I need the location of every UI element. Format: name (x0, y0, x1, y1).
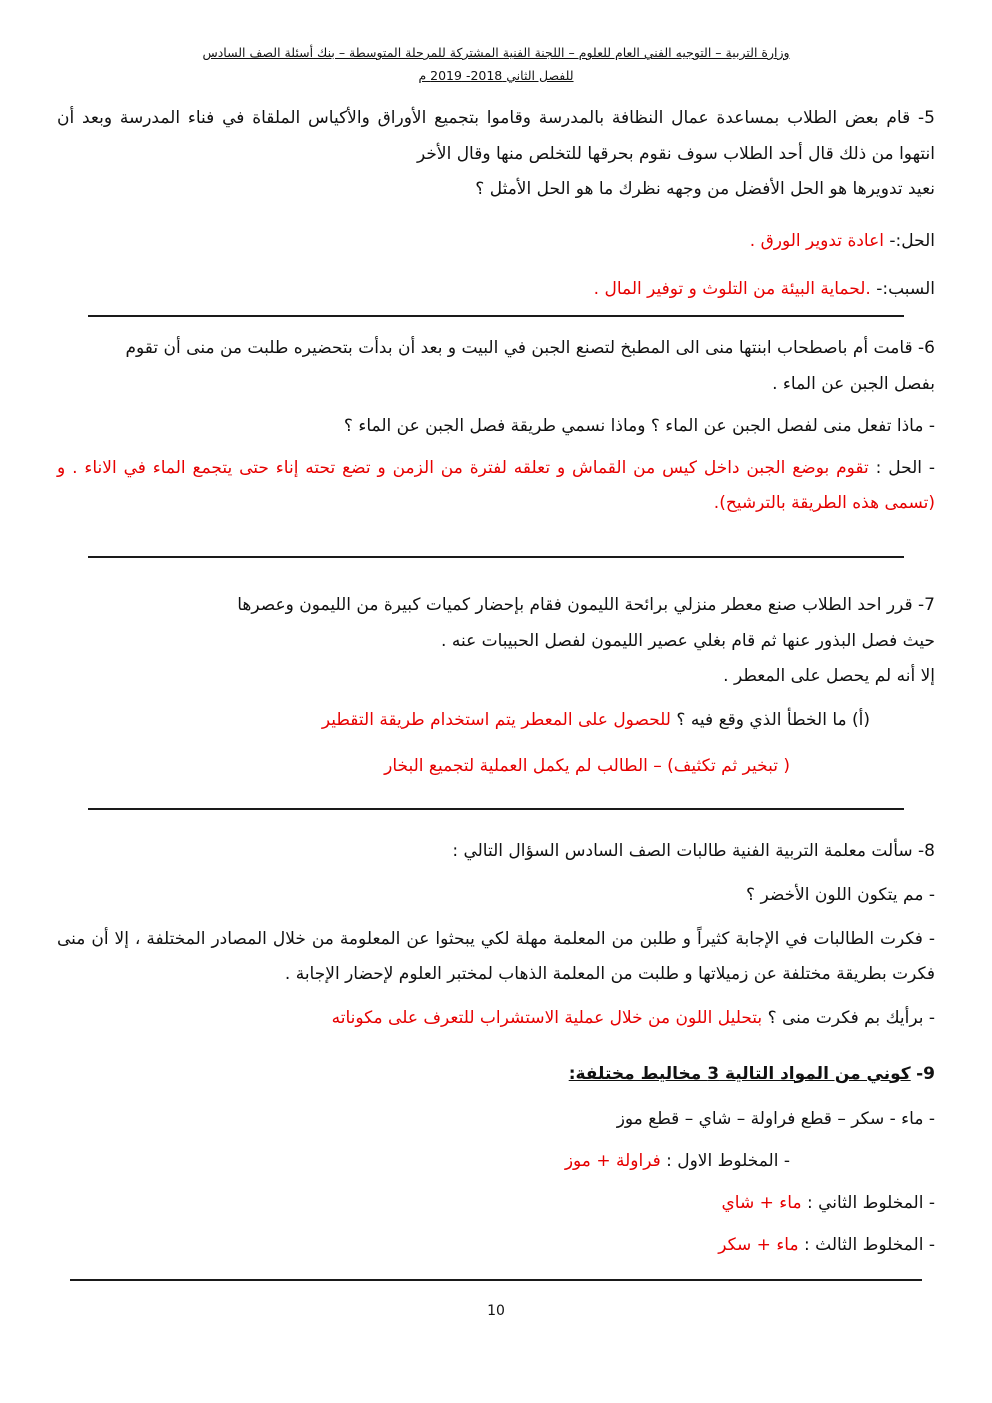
q7-question-label: (أ) ما الخطأ الذي وقع فيه ؟ (676, 709, 870, 730)
q6-solution-line (57, 451, 935, 522)
page-number: 10 (487, 1303, 505, 1320)
q9-title: كوني من المواد التالية 3 مخاليط مختلفة: (568, 1063, 911, 1084)
q7-body: 7- قرر احد الطلاب صنع معطر منزلي برائحة الليمون فقام بإحضار كميات كبيرة من الليمون وعصرها حيث فصل البذور عنها ثم قام بغلي عصير الليمون لفصل الحبيبات عنه . (237, 594, 935, 651)
separator-line (88, 808, 905, 810)
q5-reason-answer: .لحماية البيئة من التلوث و توفير المال . (593, 278, 871, 299)
q8-intro: 8- سألت معلمة التربية الفنية طالبات الصف السادس السؤال التالي : (452, 841, 935, 862)
q5-body-line2: نعيد تدويرها هو الحل الأفضل من وجهه نظرك ما هو الحل الأمثل ؟ (475, 179, 935, 200)
q7-body-line2: إلا أنه لم يحصل على المعطر . (723, 666, 935, 687)
q9-mix-3 (57, 1228, 935, 1264)
q9-mix-1-label: - المخلوط الاول : (666, 1151, 790, 1172)
q8-question-2-answer: بتحليل اللون من خلال عملية الاستشراب للتعرف على مكوناته (331, 1008, 763, 1029)
q9-materials: - ماء - سكر – قطع فراولة – شاي – قطع موز (616, 1109, 935, 1130)
question-5 (57, 101, 935, 307)
q9-mix-3-label: - المخلوط الثالث : (804, 1234, 935, 1255)
q6-question: - ماذا تفعل منى لفصل الجبن عن الماء ؟ وماذا نسمي طريقة فصل الجبن عن الماء ؟ (343, 415, 935, 436)
q9-mix-2-answer: ماء + شاي (721, 1192, 802, 1213)
q9-number: 9- (916, 1063, 935, 1084)
q8-body: - فكرت الطالبات في الإجابة كثيراً و طلبن من المعلمة مهلة لكي يبحثوا عن المعلومة من خلال المصادر المختلفة ، إلا أن منى فكرت بطريقة مختلفة عن زميلاتها و طلبت من المعلمة الذهاب لمختبر العلوم لإحضار الإجابة . (57, 928, 935, 985)
q6-body: 6- قامت أم باصطحاب ابنتها منى الى المطبخ لتصنع الجبن في البيت و بعد أن بدأت بتحضيره طلبت من منى أن تقوم (125, 338, 935, 359)
q5-solution-label: الحل:- (889, 231, 935, 252)
question-9 (57, 1057, 935, 1263)
question-8 (57, 834, 935, 1036)
q7-question-line (57, 703, 935, 739)
q9-mix-1 (57, 1144, 935, 1180)
q6-solution-label: - الحل : (875, 457, 936, 478)
document-header (57, 42, 935, 87)
q7-answer-method: للحصول على المعطر يتم استخدام طريقة التقطير (321, 709, 671, 730)
q5-body: 5- قام بعض الطلاب بمساعدة عمال النظافة بالمدرسة وقاموا بتجميع الأوراق والأكياس الملقاة في فناء المدرسة وبعد أن انتهوا من ذلك قال أحد الطلاب سوف نقوم بحرقها للتخلص منها وقال الأخر (57, 108, 935, 164)
q9-mix-2 (57, 1186, 935, 1222)
q9-title-line (57, 1057, 935, 1093)
q7-answer-detail: ( تبخير ثم تكثيف) – الطالب لم يكمل العملية لتجميع البخار (384, 755, 790, 776)
header-line-1: وزارة التربية – التوجيه الفني العام للعلوم – اللجنة الفنية المشتركة للمرحلة المتوسطة – بنك أسئلة الصف السادس (202, 45, 790, 60)
q6-solution-answer: تقوم بوضع الجبن داخل كيس من القماش و تعلقه لفترة من الزمن و تضع تحته إناء حتى يتجمع الماء في الاناء . و (تسمى هذه الطريقة بالترشيح). (57, 457, 935, 514)
q9-mix-3-answer: ماء + سكر (718, 1234, 799, 1255)
separator-line (70, 1279, 922, 1281)
q8-question-2-label: - برأيك بم فكرت منى ؟ (767, 1008, 935, 1029)
q5-reason-label: السبب:- (876, 278, 935, 299)
q5-solution-line (57, 224, 935, 260)
q9-mix-1-answer: فراولة + موز (564, 1151, 661, 1172)
q9-mix-2-label: - المخلوط الثاني : (806, 1192, 935, 1213)
separator-line (88, 556, 905, 558)
question-6 (57, 331, 935, 521)
q8-question-1: - مم يتكون اللون الأخضر ؟ (746, 885, 935, 905)
q8-question-2-line (57, 1001, 935, 1037)
q5-reason-line (57, 272, 935, 308)
q6-body-line2: بفصل الجبن عن الماء . (772, 374, 935, 395)
question-7 (57, 588, 935, 784)
separator-line (88, 315, 905, 317)
header-line-2: للفصل الثاني 2018- 2019 م (418, 67, 574, 83)
q5-solution-answer: اعادة تدوير الورق . (749, 231, 884, 252)
